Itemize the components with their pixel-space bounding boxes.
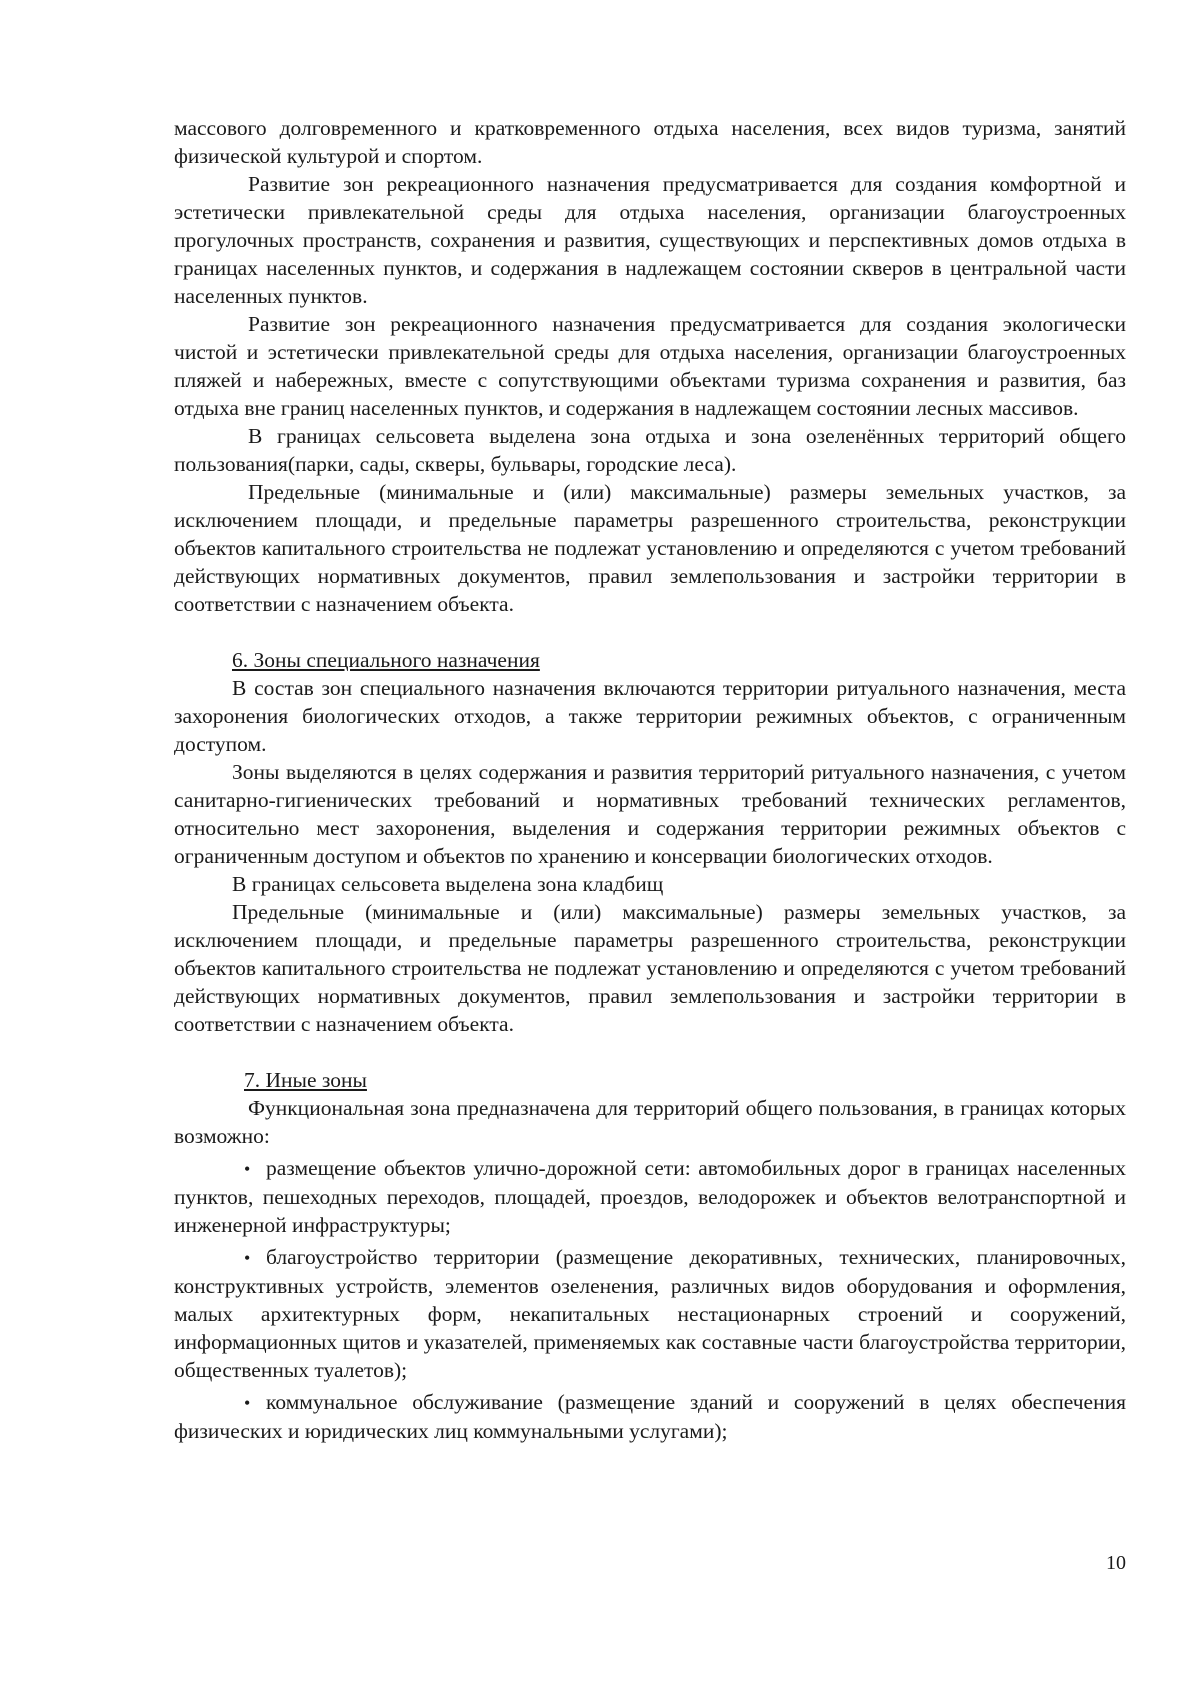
document-page <box>174 114 1126 1445</box>
list-item-text: размещение объектов улично-дорожной сети: автомобильных дорог в границах населенных пунктов, пешеходных переходов, площадей, проездов, велодорожек и объектов велотранспортной и инженерной инфраструктуры; <box>174 1156 1126 1237</box>
paragraph-special-cemetery: В границах сельсовета выделена зона кладбищ <box>232 872 664 896</box>
paragraph-recreation-limits: Предельные (минимальные и (или) максимальные) размеры земельных участков, за исключением площади, и предельные параметры разрешенного строительства, реконструкции объектов капитального строительства не подлежат установлению и определяются с учетом требований действующих нормативных документов, правил землепользования и застройки территории в соответствии с назначением объекта. <box>174 480 1126 616</box>
paragraph-continuation: массового долговременного и кратковременного отдыха населения, всех видов туризма, занятий физической культурой и спортом. <box>174 116 1126 168</box>
paragraph-recreation-comfort: Развитие зон рекреационного назначения предусматривается для создания комфортной и эстетически привлекательной среды для отдыха населения, организации благоустроенных прогулочных пространств, сохранения и развития, существующих и перспективных домов отдыха в границах населенных пунктов, и содержания в надлежащем состоянии скверов в центральной части населенных пунктов. <box>174 172 1126 308</box>
bullet-icon: • <box>244 1248 251 1268</box>
list-item <box>174 1154 1126 1239</box>
paragraph-other-intro: Функциональная зона предназначена для территорий общего пользования, в границах которых возможно: <box>174 1096 1126 1148</box>
paragraph-recreation-zones: В границах сельсовета выделена зона отдыха и зона озеленённых территорий общего пользования(парки, сады, скверы, бульвары, городские леса). <box>174 424 1126 476</box>
list-item-text: благоустройство территории (размещение декоративных, технических, планировочных, конструктивных устройств, элементов озеленения, различных видов оборудования и оформления, малых архитектурных форм, некапитальных нестационарных строений и сооружений, информационных щитов и указателей, применяемых как составные части благоустройства территории, общественных туалетов); <box>174 1245 1126 1382</box>
section-6-heading: 6. Зоны специального назначения <box>232 648 540 672</box>
list-item <box>174 1243 1126 1384</box>
section-7-heading: 7. Иные зоны <box>244 1068 367 1092</box>
paragraph-recreation-ecology: Развитие зон рекреационного назначения предусматривается для создания экологически чистой и эстетически привлекательной среды для отдыха населения, организации благоустроенных пляжей и набережных, вместе с сопутствующими объектами туризма сохранения и развития, баз отдыха вне границ населенных пунктов, и содержания в надлежащем состоянии лесных массивов. <box>174 312 1126 420</box>
bullet-icon: • <box>244 1393 251 1413</box>
paragraph-special-composition: В состав зон специального назначения включаются территории ритуального назначения, места захоронения биологических отходов, а также территории режимных объектов, с ограниченным доступом. <box>174 676 1126 756</box>
list-item <box>174 1388 1126 1445</box>
page-number: 10 <box>1106 1552 1126 1574</box>
list-item-text: коммунальное обслуживание (размещение зданий и сооружений в целях обеспечения физических и юридических лиц коммунальными услугами); <box>174 1390 1126 1443</box>
paragraph-special-limits: Предельные (минимальные и (или) максимальные) размеры земельных участков, за исключением площади, и предельные параметры разрешенного строительства, реконструкции объектов капитального строительства не подлежат установлению и определяются с учетом требований действующих нормативных документов, правил землепользования и застройки территории в соответствии с назначением объекта. <box>174 900 1126 1036</box>
paragraph-special-purpose: Зоны выделяются в целях содержания и развития территорий ритуального назначения, с учетом санитарно-гигиенических требований и нормативных требований технических регламентов, относительно мест захоронения, выделения и содержания территории режимных объектов с ограниченным доступом и объектов по хранению и консервации биологических отходов. <box>174 760 1126 868</box>
bullet-icon: • <box>244 1159 251 1179</box>
